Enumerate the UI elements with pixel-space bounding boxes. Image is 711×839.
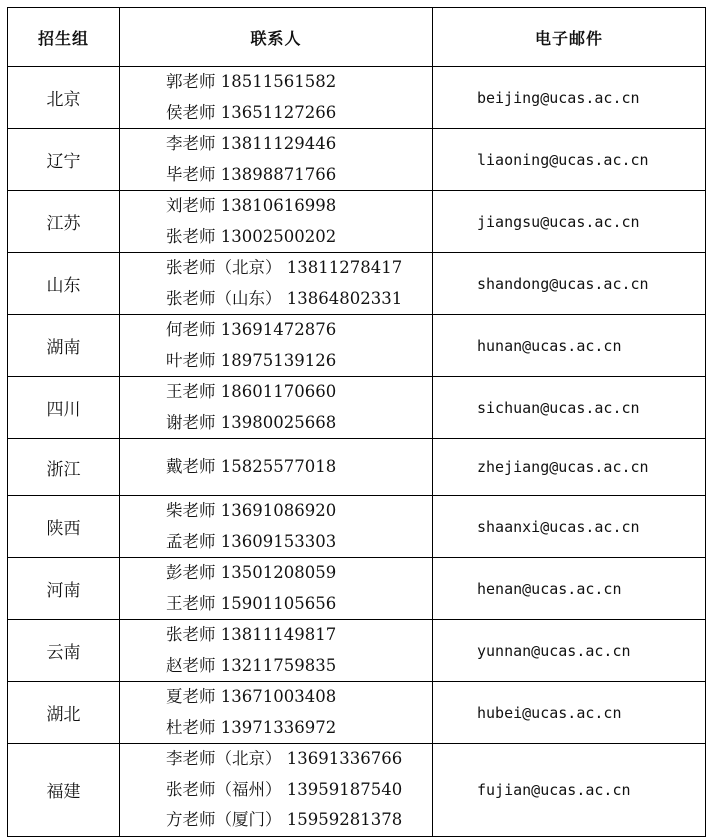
- contact-entry: 张老师（山东） 13864802331: [166, 288, 403, 308]
- table-row: [8, 496, 706, 558]
- contact-entry: 叶老师 18975139126: [166, 350, 337, 370]
- contacts-cell: [120, 191, 433, 253]
- table-row: [8, 744, 706, 837]
- table-row: [8, 620, 706, 682]
- contact-entry: 王老师 15901105656: [166, 593, 337, 613]
- header-region: 招生组: [8, 8, 120, 67]
- contacts-cell: [120, 315, 433, 377]
- contacts-cell: [120, 744, 433, 837]
- contact-entry: 赵老师 13211759835: [166, 655, 337, 675]
- contact-entry: 夏老师 13671003408: [166, 687, 337, 706]
- region-cell: 湖南: [8, 315, 120, 377]
- contact-entry: 何老师 13691472876: [166, 320, 337, 339]
- contacts-cell: [120, 682, 433, 744]
- region-cell: 山东: [8, 253, 120, 315]
- table-row: [8, 253, 706, 315]
- region-cell: 北京: [8, 67, 120, 129]
- table-row: [8, 67, 706, 129]
- contact-entry: 杜老师 13971336972: [166, 717, 337, 737]
- region-cell: 福建: [8, 744, 120, 837]
- contact-entry: 李老师（北京） 13691336766: [166, 749, 403, 768]
- admissions-contact-table: [7, 7, 706, 837]
- contact-entry: 张老师 13811149817: [166, 625, 337, 644]
- region-cell: 四川: [8, 377, 120, 439]
- email-cell: sichuan@ucas.ac.cn: [433, 377, 706, 439]
- table-row: [8, 558, 706, 620]
- contacts-cell: [120, 620, 433, 682]
- table-row: [8, 315, 706, 377]
- contact-entry: 张老师（福州） 13959187540: [166, 779, 403, 799]
- contact-entry: 李老师 13811129446: [166, 134, 337, 153]
- contacts-cell: [120, 496, 433, 558]
- email-cell: hunan@ucas.ac.cn: [433, 315, 706, 377]
- contact-entry: 柴老师 13691086920: [166, 501, 337, 520]
- table-row: [8, 191, 706, 253]
- contacts-cell: [120, 67, 433, 129]
- email-cell: fujian@ucas.ac.cn: [433, 744, 706, 837]
- region-cell: 辽宁: [8, 129, 120, 191]
- table-row: [8, 439, 706, 496]
- region-cell: 河南: [8, 558, 120, 620]
- contacts-cell: [120, 558, 433, 620]
- contact-entry: 侯老师 13651127266: [166, 102, 337, 122]
- email-cell: henan@ucas.ac.cn: [433, 558, 706, 620]
- email-cell: yunnan@ucas.ac.cn: [433, 620, 706, 682]
- contacts-cell: [120, 439, 433, 496]
- contact-entry: 彭老师 13501208059: [166, 563, 337, 582]
- region-cell: 浙江: [8, 439, 120, 496]
- email-cell: liaoning@ucas.ac.cn: [433, 129, 706, 191]
- contact-entry: 张老师（北京） 13811278417: [166, 258, 403, 277]
- region-cell: 湖北: [8, 682, 120, 744]
- email-cell: beijing@ucas.ac.cn: [433, 67, 706, 129]
- table-row: [8, 682, 706, 744]
- contact-entry: 方老师（厦门） 15959281378: [166, 810, 403, 829]
- email-cell: jiangsu@ucas.ac.cn: [433, 191, 706, 253]
- contact-entry: 张老师 13002500202: [166, 226, 337, 246]
- email-cell: zhejiang@ucas.ac.cn: [433, 439, 706, 496]
- contact-entry: 谢老师 13980025668: [166, 412, 337, 432]
- region-cell: 陕西: [8, 496, 120, 558]
- contact-entry: 王老师 18601170660: [166, 382, 337, 401]
- email-cell: hubei@ucas.ac.cn: [433, 682, 706, 744]
- email-cell: shaanxi@ucas.ac.cn: [433, 496, 706, 558]
- contacts-cell: [120, 129, 433, 191]
- contacts-cell: [120, 377, 433, 439]
- contact-entry: 刘老师 13810616998: [166, 196, 337, 215]
- table-row: [8, 377, 706, 439]
- table-row: [8, 129, 706, 191]
- table-body: [8, 67, 706, 837]
- contact-entry: 孟老师 13609153303: [166, 531, 337, 551]
- contact-entry: 戴老师 15825577018: [166, 456, 337, 476]
- contact-entry: 毕老师 13898871766: [166, 164, 337, 184]
- header-contacts: 联系人: [120, 8, 433, 67]
- header-email: 电子邮件: [433, 8, 706, 67]
- table-header-row: [8, 8, 706, 67]
- region-cell: 云南: [8, 620, 120, 682]
- email-cell: shandong@ucas.ac.cn: [433, 253, 706, 315]
- region-cell: 江苏: [8, 191, 120, 253]
- contacts-cell: [120, 253, 433, 315]
- contact-entry: 郭老师 18511561582: [166, 72, 337, 91]
